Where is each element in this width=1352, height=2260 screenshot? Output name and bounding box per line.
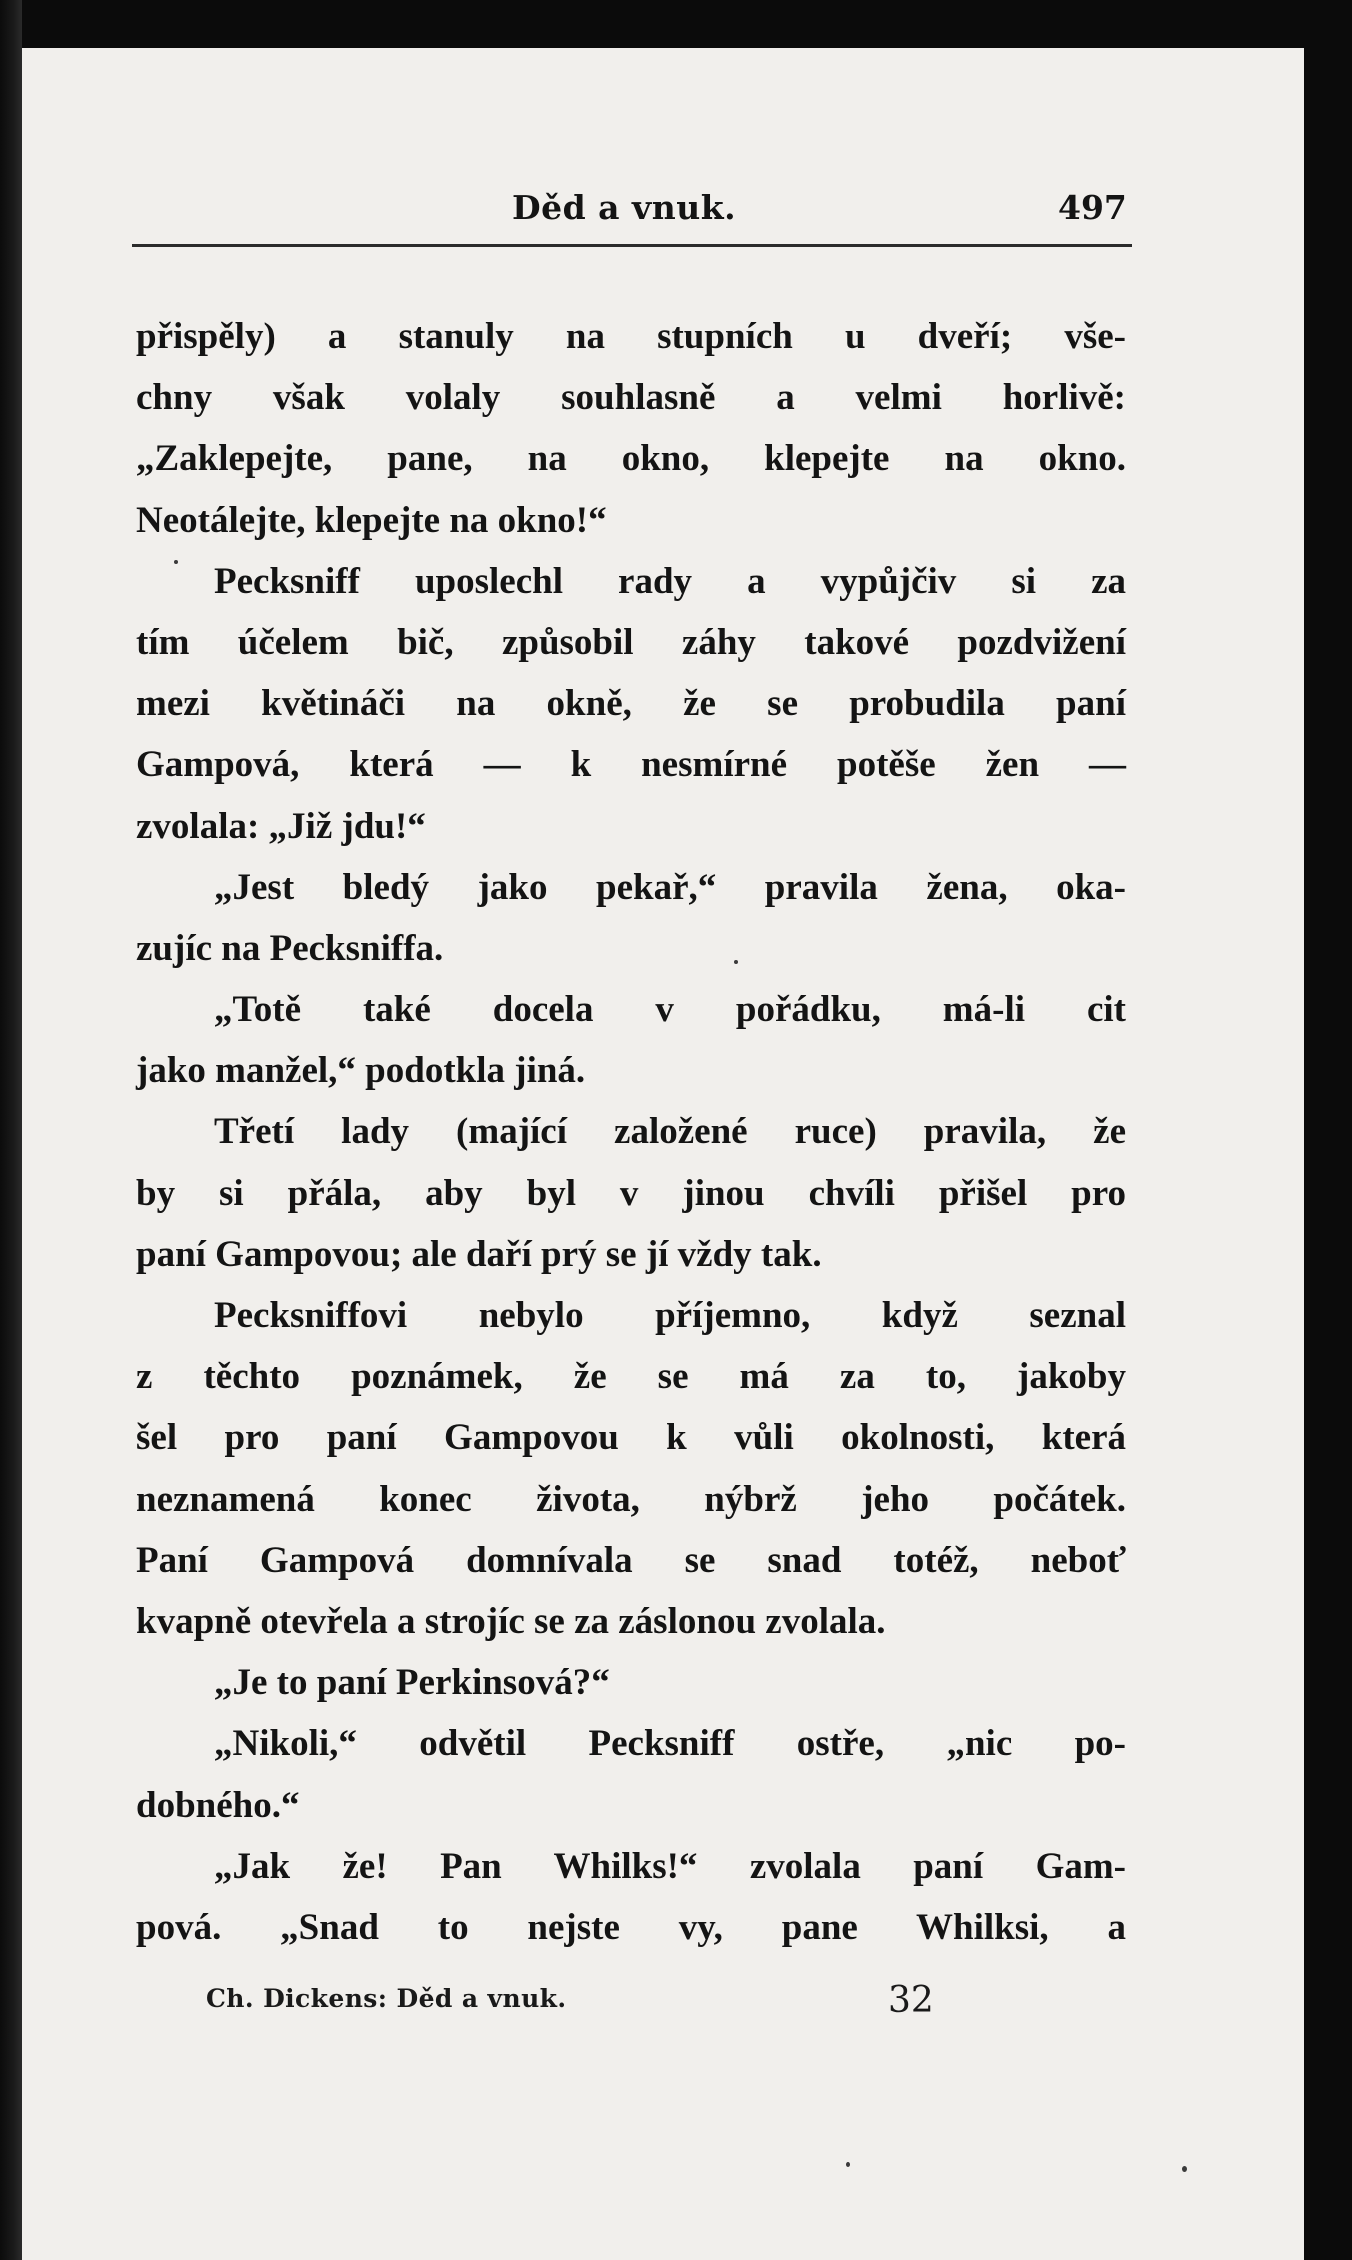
header-rule (132, 244, 1132, 247)
text-line: mezi květináči na okně, že se probudila paní (136, 683, 1126, 725)
text-line: Neotálejte, klepejte na okno!“ (136, 499, 607, 541)
text-line: paní Gampovou; ale daří prý se jí vždy tak. (136, 1233, 822, 1275)
page-number: 497 (1058, 188, 1127, 227)
text-line: „Nikoli,“ odvětil Pecksniff ostře, „nic po- (214, 1723, 1126, 1765)
text-line: Pecksniffovi nebylo příjemno, když seznal (214, 1295, 1126, 1336)
scan-speck (734, 960, 738, 964)
text-line: pová. „Snad to nejste vy, pane Whilksi, a (136, 1906, 1126, 1948)
text-line: neznamená konec života, nýbrž jeho počátek. (136, 1478, 1126, 1520)
text-line: kvapně otevřela a strojíc se za záslonou zvolala. (136, 1600, 886, 1642)
text-line: tím účelem bič, způsobil záhy takové pozdvižení (136, 621, 1126, 663)
body-text (136, 306, 1126, 1958)
text-line: Gampová, která — k nesmírné potěše žen — (136, 744, 1126, 786)
text-line: dobného.“ (136, 1784, 300, 1826)
text-line: „Jak že! Pan Whilks!“ zvolala paní Gam- (214, 1845, 1126, 1887)
text-line: jako manžel,“ podotkla jiná. (136, 1050, 586, 1092)
text-line: zvolala: „Již jdu!“ (136, 805, 426, 847)
printer-signature: Ch. Dickens: Děd a vnuk. (206, 1984, 567, 2013)
scan-left-edge (0, 0, 22, 2260)
scan-speck (846, 2162, 850, 2167)
text-line: Třetí lady (mající založené ruce) pravila, že (214, 1111, 1126, 1153)
text-line: z těchto poznámek, že se má za to, jakoby (136, 1356, 1126, 1398)
running-head (0, 188, 1352, 236)
text-line: „Je to paní Perkinsová?“ (214, 1662, 610, 1704)
page-footer (0, 1980, 1352, 2030)
text-line: chny však volaly souhlasně a velmi horlivě: (136, 377, 1126, 419)
text-line: by si přála, aby byl v jinou chvíli přišel pro (136, 1172, 1126, 1214)
text-line: „Zaklepejte, pane, na okno, klepejte na okno. (136, 438, 1126, 480)
text-line: přispěly) a stanuly na stupních u dveří; vše- (136, 316, 1126, 357)
signature-number: 32 (888, 1980, 934, 2021)
text-line: zujíc na Pecksniffa. (136, 927, 444, 969)
running-title: Děd a vnuk. (512, 188, 737, 227)
text-line: „Jest bledý jako pekař,“ pravila žena, oka- (214, 866, 1126, 908)
scan-speck (1182, 2166, 1187, 2172)
text-line: Pecksniff uposlechl rady a vypůjčiv si za (214, 560, 1126, 602)
text-line: šel pro paní Gampovou k vůli okolnosti, která (136, 1417, 1126, 1459)
text-line: „Totě také docela v pořádku, má-li cit (214, 989, 1126, 1031)
scan-speck (174, 560, 178, 564)
text-line: Paní Gampová domnívala se snad totéž, neboť (136, 1539, 1126, 1581)
